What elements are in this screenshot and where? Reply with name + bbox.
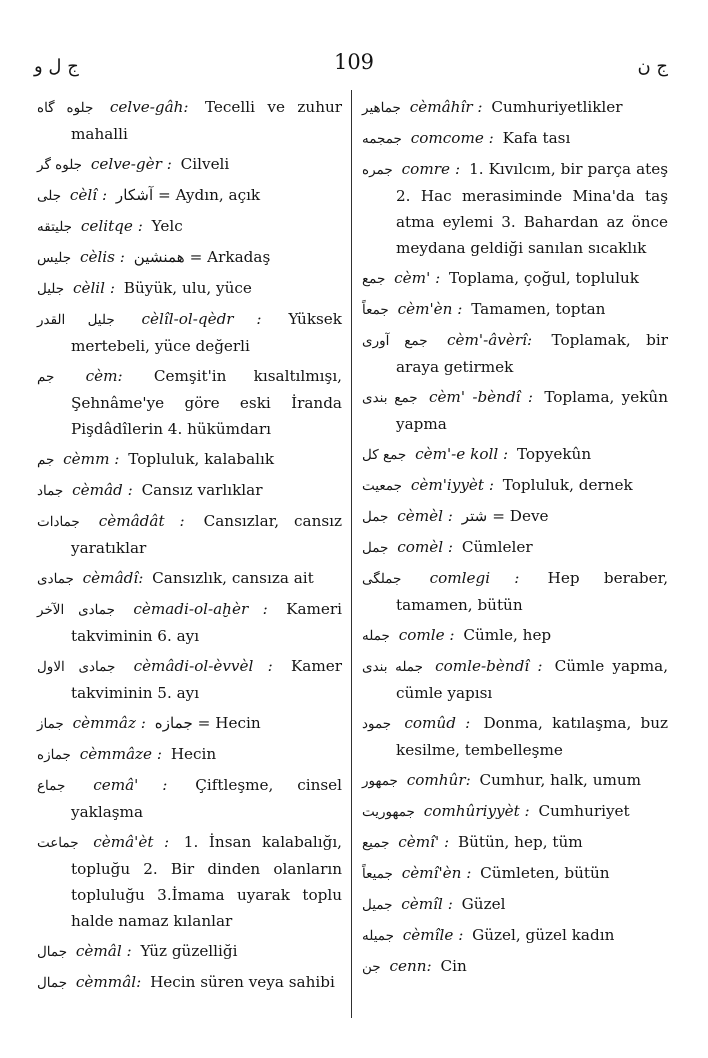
- arabic-headword: جم: [37, 452, 55, 468]
- dictionary-entry: [362, 94, 668, 121]
- dictionary-entry: [362, 829, 668, 856]
- dictionary-entry: [37, 772, 342, 825]
- arabic-headword: جماز: [37, 716, 64, 732]
- definition: Cümleler: [461, 538, 533, 556]
- dictionary-entry: [37, 596, 342, 649]
- dictionary-entry: [37, 306, 342, 359]
- arabic-headword: جميل: [362, 897, 393, 913]
- transliteration: cèmâl :: [75, 942, 132, 960]
- dictionary-entry: [362, 156, 668, 261]
- transliteration: cemâ' :: [93, 776, 168, 794]
- definition: Cumhur, halk, umum: [479, 771, 642, 789]
- dictionary-entry: [37, 829, 342, 934]
- definition: Topluluk, kalabalık: [128, 450, 275, 468]
- definition: Tecelli ve zuhur mahalli: [71, 98, 343, 143]
- definition: Toplama, yekûn yapma: [396, 388, 668, 433]
- dictionary-entry: [362, 710, 668, 763]
- transliteration: cèlî :: [69, 186, 108, 204]
- dictionary-entry: [362, 953, 668, 980]
- transliteration: cèmm :: [63, 450, 120, 468]
- transliteration: comlegi :: [429, 569, 520, 587]
- dictionary-entry: [362, 472, 668, 499]
- definition: Kamer takviminin 5. ayı: [71, 657, 342, 702]
- arabic-headword: جمع بندى: [362, 390, 418, 406]
- dictionary-entry: [37, 275, 342, 302]
- arabic-headword: جمع آورى: [362, 333, 428, 349]
- dictionary-entry: [362, 922, 668, 949]
- definition: Topyekûn: [516, 445, 592, 463]
- arabic-headword: جمع كل: [362, 447, 407, 463]
- dictionary-entry: [37, 508, 342, 561]
- definition: Cemşit'in kısaltılmışı, Şehnâme'ye göre eski İranda Pişdâdîlerin 4. hükümdarı: [71, 367, 343, 438]
- definition: Toplamak, bir araya getirmek: [396, 331, 669, 376]
- dictionary-entry: [37, 151, 342, 178]
- arabic-headword: جن: [362, 959, 381, 975]
- arabic-headword: جميله: [362, 928, 394, 944]
- transliteration: cèmâhîr :: [409, 98, 483, 116]
- transliteration: cèmadi-ol-aḫèr :: [133, 600, 268, 618]
- transliteration: cèmmâz :: [72, 714, 146, 732]
- arabic-headword: جميع: [362, 835, 390, 851]
- transliteration: celve-gèr :: [90, 155, 172, 173]
- arabic-headword: جلى: [37, 188, 62, 204]
- definition: Cansız varlıklar: [141, 481, 263, 499]
- arabic-headword: جمال: [37, 975, 68, 991]
- definition: Cumhuriyetlikler: [491, 98, 623, 116]
- dictionary-entry: [362, 767, 668, 794]
- definition: 1. Kıvılcım, bir parça ateş 2. Hac merasiminde Mina'da taş atma eylemi 3. Bahardan az önce meydana geldiği sanılan sıcaklık: [396, 160, 669, 257]
- arabic-headword: جمهوريت: [362, 804, 415, 820]
- arabic-headword: جلوه گاه: [37, 100, 94, 116]
- transliteration: comhûriyyèt :: [423, 802, 530, 820]
- arabic-headword: جمال: [37, 944, 68, 960]
- transliteration: cèm'-âvèrî:: [447, 331, 533, 349]
- definition: Tamamen, toptan: [471, 300, 606, 318]
- dictionary-entry: [37, 213, 342, 240]
- transliteration: cèm:: [85, 367, 123, 385]
- definition: Cin: [440, 957, 467, 975]
- dictionary-entry: [362, 798, 668, 825]
- dictionary-entry: [37, 244, 342, 271]
- header-right-letters: ج ن: [637, 56, 668, 77]
- definition: Cilveli: [180, 155, 230, 173]
- transliteration: comhûr:: [406, 771, 471, 789]
- transliteration: cèm'èn :: [397, 300, 463, 318]
- arabic-headword: جمادات: [37, 514, 80, 530]
- definition: Topluluk, dernek: [502, 476, 633, 494]
- transliteration: cèlis :: [79, 248, 125, 266]
- arabic-headword: جمله بندى: [362, 659, 423, 675]
- arabic-headword: جماد: [37, 483, 64, 499]
- transliteration: comle-bèndî :: [435, 657, 543, 675]
- dictionary-entry: [37, 477, 342, 504]
- transliteration: cèlîl-ol-qèdr :: [141, 310, 262, 328]
- definition: آشكار = Aydın, açık: [115, 186, 261, 204]
- dictionary-entry: [362, 125, 668, 152]
- arabic-headword: جلوه گر: [37, 157, 83, 173]
- definition: Toplama, çoğul, topluluk: [449, 269, 639, 287]
- dictionary-entry: [37, 363, 342, 442]
- transliteration: comèl :: [397, 538, 454, 556]
- transliteration: cèm'-e koll :: [415, 445, 509, 463]
- dictionary-entry: [37, 969, 342, 996]
- arabic-headword: جميعاً: [362, 866, 393, 882]
- definition: Güzel, güzel kadın: [472, 926, 615, 944]
- definition: Güzel: [461, 895, 506, 913]
- definition: Cümleten, bütün: [480, 864, 610, 882]
- transliteration: cèmîle :: [402, 926, 464, 944]
- transliteration: comûd :: [404, 714, 471, 732]
- dictionary-entry: [362, 503, 668, 530]
- dictionary-entry: [362, 622, 668, 649]
- arabic-headword: جمود: [362, 716, 392, 732]
- definition: Cumhuriyet: [538, 802, 630, 820]
- dictionary-entry: [362, 265, 668, 292]
- dictionary-entry: [362, 653, 668, 706]
- arabic-headword: جليتقه: [37, 219, 73, 235]
- transliteration: cèmmâze :: [79, 745, 162, 763]
- definition: شتر = Deve: [461, 507, 549, 525]
- definition: جمازه = Hecin: [154, 714, 261, 732]
- transliteration: celve-gâh:: [109, 98, 189, 116]
- arabic-headword: جمعاً: [362, 302, 389, 318]
- arabic-headword: جماعت: [37, 835, 79, 851]
- arabic-headword: جمله: [362, 628, 390, 644]
- transliteration: cèmî'èn :: [401, 864, 472, 882]
- transliteration: cèmâdî:: [82, 569, 144, 587]
- transliteration: cèm' :: [394, 269, 441, 287]
- definition: Cansızlar, cansız yaratıklar: [71, 512, 343, 557]
- arabic-headword: جمجمه: [362, 131, 402, 147]
- arabic-headword: جمادى الآخر: [37, 602, 115, 618]
- transliteration: cèmâdât :: [98, 512, 185, 530]
- arabic-headword: جمل: [362, 509, 389, 525]
- dictionary-entry: [37, 446, 342, 473]
- dictionary-entry: [37, 741, 342, 768]
- arabic-headword: جماع: [37, 778, 66, 794]
- arabic-headword: جمازه: [37, 747, 71, 763]
- page-number: 109: [333, 50, 375, 74]
- definition: Kameri takviminin 6. ayı: [71, 600, 343, 645]
- definition: Büyük, ulu, yüce: [123, 279, 252, 297]
- definition: Yelc: [151, 217, 183, 235]
- transliteration: cèmâdi-ol-èvvèl :: [133, 657, 273, 675]
- dictionary-entry: [362, 327, 668, 380]
- transliteration: cèlil :: [72, 279, 115, 297]
- definition: همنشين = Arkadaş: [133, 248, 271, 266]
- dictionary-entry: [362, 891, 668, 918]
- dictionary-entry: [362, 441, 668, 468]
- definition: Çiftleşme, cinsel yaklaşma: [71, 776, 343, 821]
- transliteration: cèmî' :: [398, 833, 450, 851]
- dictionary-entry: [37, 565, 342, 592]
- definition: Cansızlık, cansıza ait: [152, 569, 314, 587]
- definition: Cümle, hep: [463, 626, 552, 644]
- right-column: [362, 94, 668, 984]
- dictionary-entry: [362, 296, 668, 323]
- transliteration: celitqe :: [80, 217, 143, 235]
- transliteration: cèmâd :: [72, 481, 133, 499]
- transliteration: comle :: [398, 626, 455, 644]
- arabic-headword: جليل القدر: [37, 312, 115, 328]
- definition: Bütün, hep, tüm: [457, 833, 583, 851]
- dictionary-entry: [37, 710, 342, 737]
- arabic-headword: جمهور: [362, 773, 398, 789]
- transliteration: comre :: [401, 160, 461, 178]
- dictionary-entry: [362, 860, 668, 887]
- dictionary-entry: [362, 565, 668, 618]
- dictionary-entry: [362, 534, 668, 561]
- transliteration: cèm'iyyèt :: [410, 476, 494, 494]
- dictionary-entry: [362, 384, 668, 437]
- transliteration: cèm' -bèndî :: [428, 388, 533, 406]
- arabic-headword: جمع: [362, 271, 386, 287]
- arabic-headword: جمل: [362, 540, 389, 556]
- transliteration: cenn:: [389, 957, 432, 975]
- definition: Cümle yapma, cümle yapısı: [396, 657, 669, 702]
- transliteration: cèmmâl:: [75, 973, 142, 991]
- column-divider: [351, 90, 352, 1018]
- page-header: [0, 48, 708, 82]
- definition: Kafa tası: [502, 129, 571, 147]
- arabic-headword: جمعيت: [362, 478, 402, 494]
- definition: Hep beraber, tamamen, bütün: [396, 569, 669, 614]
- definition: Donma, katılaşma, buz kesilme, tembelleşme: [396, 714, 668, 759]
- arabic-headword: جليل: [37, 281, 65, 297]
- dictionary-entry: [37, 94, 342, 147]
- dictionary-entry: [37, 938, 342, 965]
- arabic-headword: جم: [37, 369, 55, 385]
- arabic-headword: جملگى: [362, 571, 402, 587]
- arabic-headword: جليس: [37, 250, 72, 266]
- arabic-headword: جمادى: [37, 571, 74, 587]
- transliteration: cèmâ'èt :: [93, 833, 170, 851]
- arabic-headword: جمادى الاول: [37, 659, 116, 675]
- arabic-headword: جمره: [362, 162, 393, 178]
- arabic-headword: جماهير: [362, 100, 401, 116]
- left-column: [37, 94, 342, 1000]
- dictionary-entry: [37, 182, 342, 209]
- definition: Yüksek mertebeli, yüce değerli: [71, 310, 343, 355]
- header-left-letters: ج ل و: [34, 56, 79, 77]
- definition: Hecin: [170, 745, 217, 763]
- definition: Hecin süren veya sahibi: [150, 973, 335, 991]
- definition: 1. İnsan kalabalığı, topluğu 2. Bir dinden olanların topluluğu 3.İmama uyarak toplu halde namaz kılanlar: [71, 833, 343, 930]
- dictionary-entry: [37, 653, 342, 706]
- definition: Yüz güzelliği: [140, 942, 238, 960]
- transliteration: comcome :: [410, 129, 494, 147]
- transliteration: cèmîl :: [401, 895, 453, 913]
- transliteration: cèmèl :: [397, 507, 453, 525]
